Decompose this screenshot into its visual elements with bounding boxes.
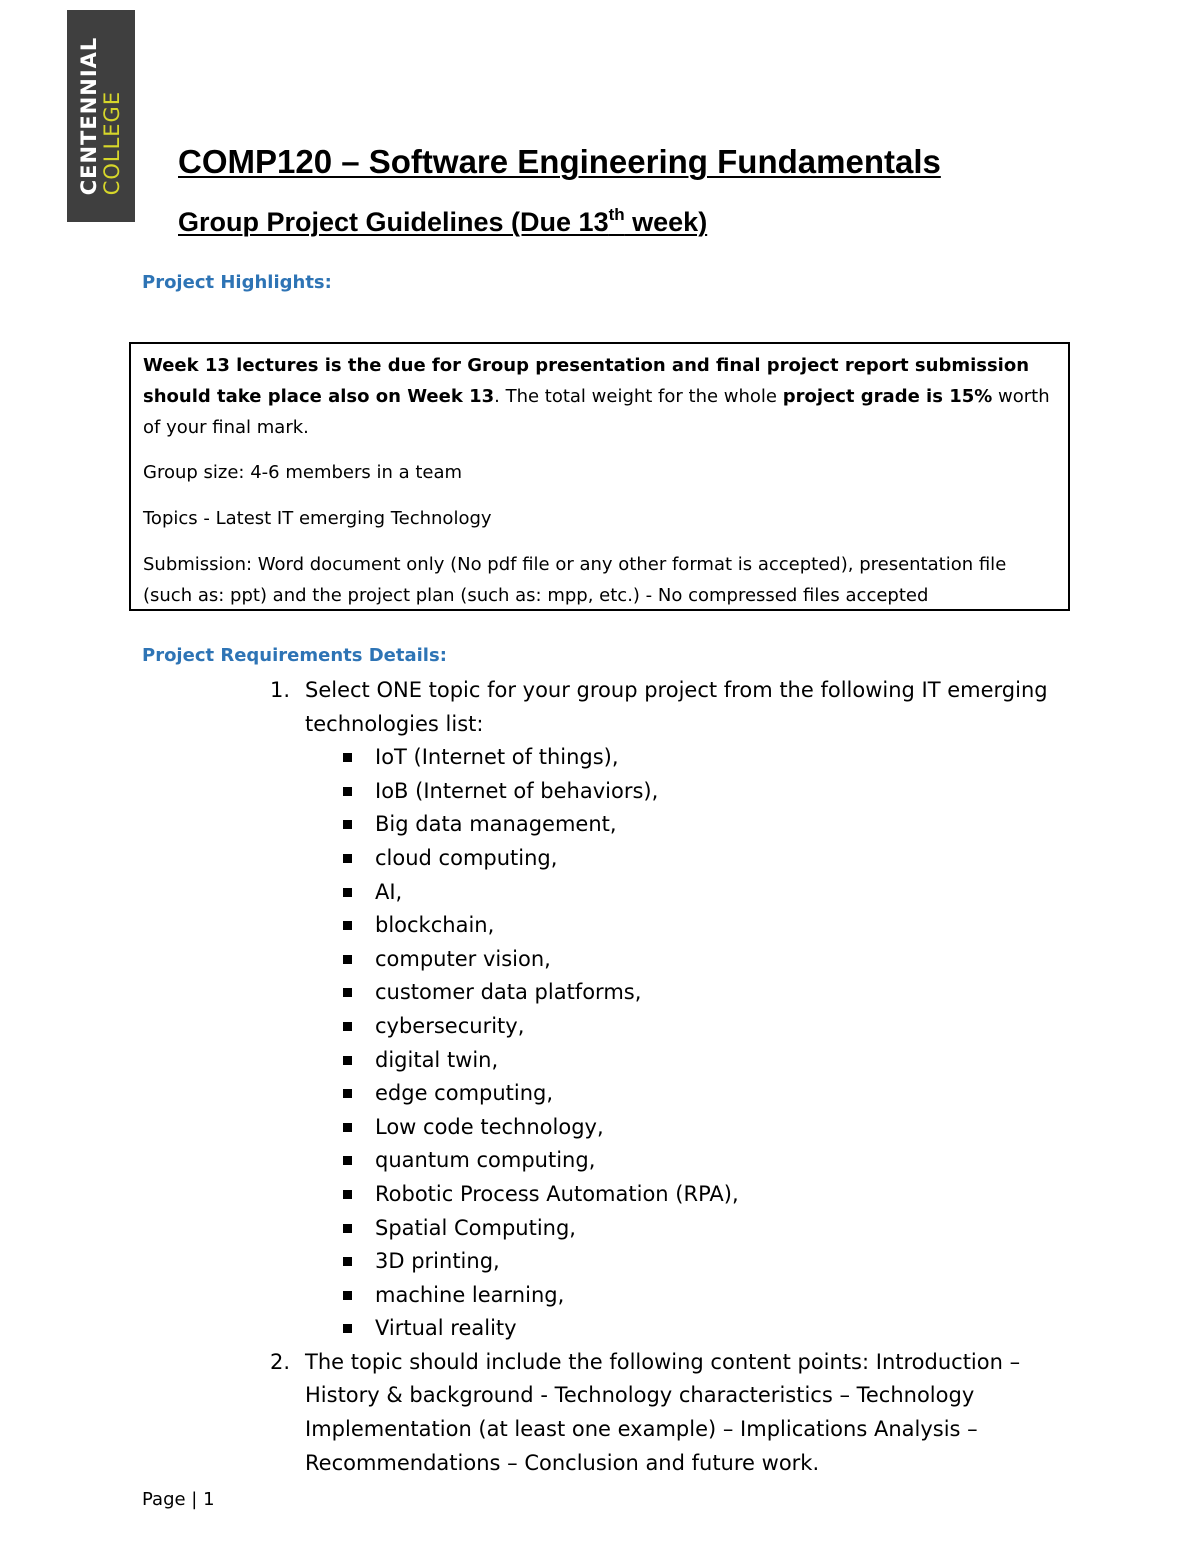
square-bullet-icon xyxy=(343,854,352,863)
topic-label: Spatial Computing, xyxy=(375,1215,576,1240)
topic-label: customer data platforms, xyxy=(375,980,642,1005)
subtitle-text: Group Project Guidelines (Due 13 xyxy=(178,207,609,237)
requirement-text: Select ONE topic for your group project from the following IT emerging technologies list: xyxy=(305,678,1048,736)
square-bullet-icon xyxy=(343,888,352,897)
square-bullet-icon xyxy=(343,753,352,762)
requirement-number: 2. xyxy=(270,1349,291,1374)
topic-label: IoB (Internet of behaviors), xyxy=(375,778,659,803)
square-bullet-icon xyxy=(343,1022,352,1031)
square-bullet-icon xyxy=(343,1089,352,1098)
logo-wordmark xyxy=(79,37,123,196)
submission-paragraph: Submission: Word document only (No pdf file or any other format is accepted), presentation file (such as: ppt) and the project plan (such as: mpp, etc.) - No compressed files accepted xyxy=(143,554,1007,606)
topic-item xyxy=(305,1144,1070,1178)
topic-label: quantum computing, xyxy=(375,1148,596,1173)
topic-label: Low code technology, xyxy=(375,1114,604,1139)
topic-label: blockchain, xyxy=(375,913,495,938)
topic-item xyxy=(305,1010,1070,1044)
subtitle-superscript: th xyxy=(608,205,625,224)
topic-label: cybersecurity, xyxy=(375,1013,525,1038)
topic-item xyxy=(305,1279,1070,1313)
subtitle-text-end: week) xyxy=(624,207,708,237)
logo-line-college: COLLEGE xyxy=(100,90,124,196)
topic-item xyxy=(305,775,1070,809)
document-subtitle xyxy=(178,207,707,238)
topic-label: edge computing, xyxy=(375,1081,554,1106)
square-bullet-icon xyxy=(343,1123,352,1132)
topic-label: IoT (Internet of things), xyxy=(375,745,619,770)
requirement-item-1 xyxy=(270,674,1070,1346)
requirements-list xyxy=(270,674,1070,1480)
topic-item xyxy=(305,876,1070,910)
group-size-paragraph: Group size: 4-6 members in a team xyxy=(143,462,463,483)
topic-item xyxy=(305,976,1070,1010)
weight-text: . The total weight for the whole xyxy=(494,386,783,407)
requirement-number: 1. xyxy=(270,678,291,702)
topic-item xyxy=(305,943,1070,977)
topic-item xyxy=(305,1178,1070,1212)
square-bullet-icon xyxy=(343,1324,352,1333)
square-bullet-icon xyxy=(343,988,352,997)
requirements-heading: Project Requirements Details: xyxy=(142,645,447,666)
logo-line-centennial: CENTENNIAL xyxy=(77,36,101,196)
page-number-footer: Page | 1 xyxy=(142,1489,215,1510)
square-bullet-icon xyxy=(343,1190,352,1199)
square-bullet-icon xyxy=(343,787,352,796)
topic-label: Robotic Process Automation (RPA), xyxy=(375,1181,739,1206)
square-bullet-icon xyxy=(343,1224,352,1233)
topic-list xyxy=(305,741,1070,1346)
requirement-text: The topic should include the following content points: Introduction – History & background - Technology characteristics – Technology Implementation (at least one example) – Implications Analysis – Recommendations – Conclusion and future work. xyxy=(305,1349,1021,1475)
topic-item xyxy=(305,842,1070,876)
due-date-paragraph xyxy=(143,350,1056,443)
topic-item xyxy=(305,1111,1070,1145)
grade-weight-bold: project grade is 15% xyxy=(782,386,993,407)
topic-item xyxy=(305,909,1070,943)
project-highlights-heading: Project Highlights: xyxy=(142,272,332,293)
square-bullet-icon xyxy=(343,921,352,930)
square-bullet-icon xyxy=(343,820,352,829)
topic-label: cloud computing, xyxy=(375,845,558,870)
topic-label: machine learning, xyxy=(375,1282,565,1307)
square-bullet-icon xyxy=(343,1291,352,1300)
topic-item xyxy=(305,1245,1070,1279)
requirement-item-2 xyxy=(270,1346,1070,1480)
topic-item xyxy=(305,1044,1070,1078)
highlights-box xyxy=(129,342,1070,611)
square-bullet-icon xyxy=(343,1257,352,1266)
college-logo xyxy=(67,10,135,222)
topic-item xyxy=(305,808,1070,842)
topic-label: Big data management, xyxy=(375,812,617,837)
topic-label: Virtual reality xyxy=(375,1316,517,1341)
topic-item xyxy=(305,1212,1070,1246)
square-bullet-icon xyxy=(343,955,352,964)
topic-item xyxy=(305,1312,1070,1346)
due-date-bold: Week 13 lectures is the due for Group presentation and final project report submission should take place also on Week 13 xyxy=(143,355,1030,407)
final-mark-text: worth of your final mark. xyxy=(143,386,1050,438)
topic-item xyxy=(305,1077,1070,1111)
square-bullet-icon xyxy=(343,1056,352,1065)
square-bullet-icon xyxy=(343,1156,352,1165)
topic-label: digital twin, xyxy=(375,1047,499,1072)
topic-label: computer vision, xyxy=(375,946,551,971)
topic-item xyxy=(305,741,1070,775)
topic-label: AI, xyxy=(375,879,403,904)
topic-label: 3D printing, xyxy=(375,1249,500,1274)
document-title: COMP120 – Software Engineering Fundamentals xyxy=(178,143,941,180)
topics-paragraph: Topics - Latest IT emerging Technology xyxy=(143,508,492,529)
